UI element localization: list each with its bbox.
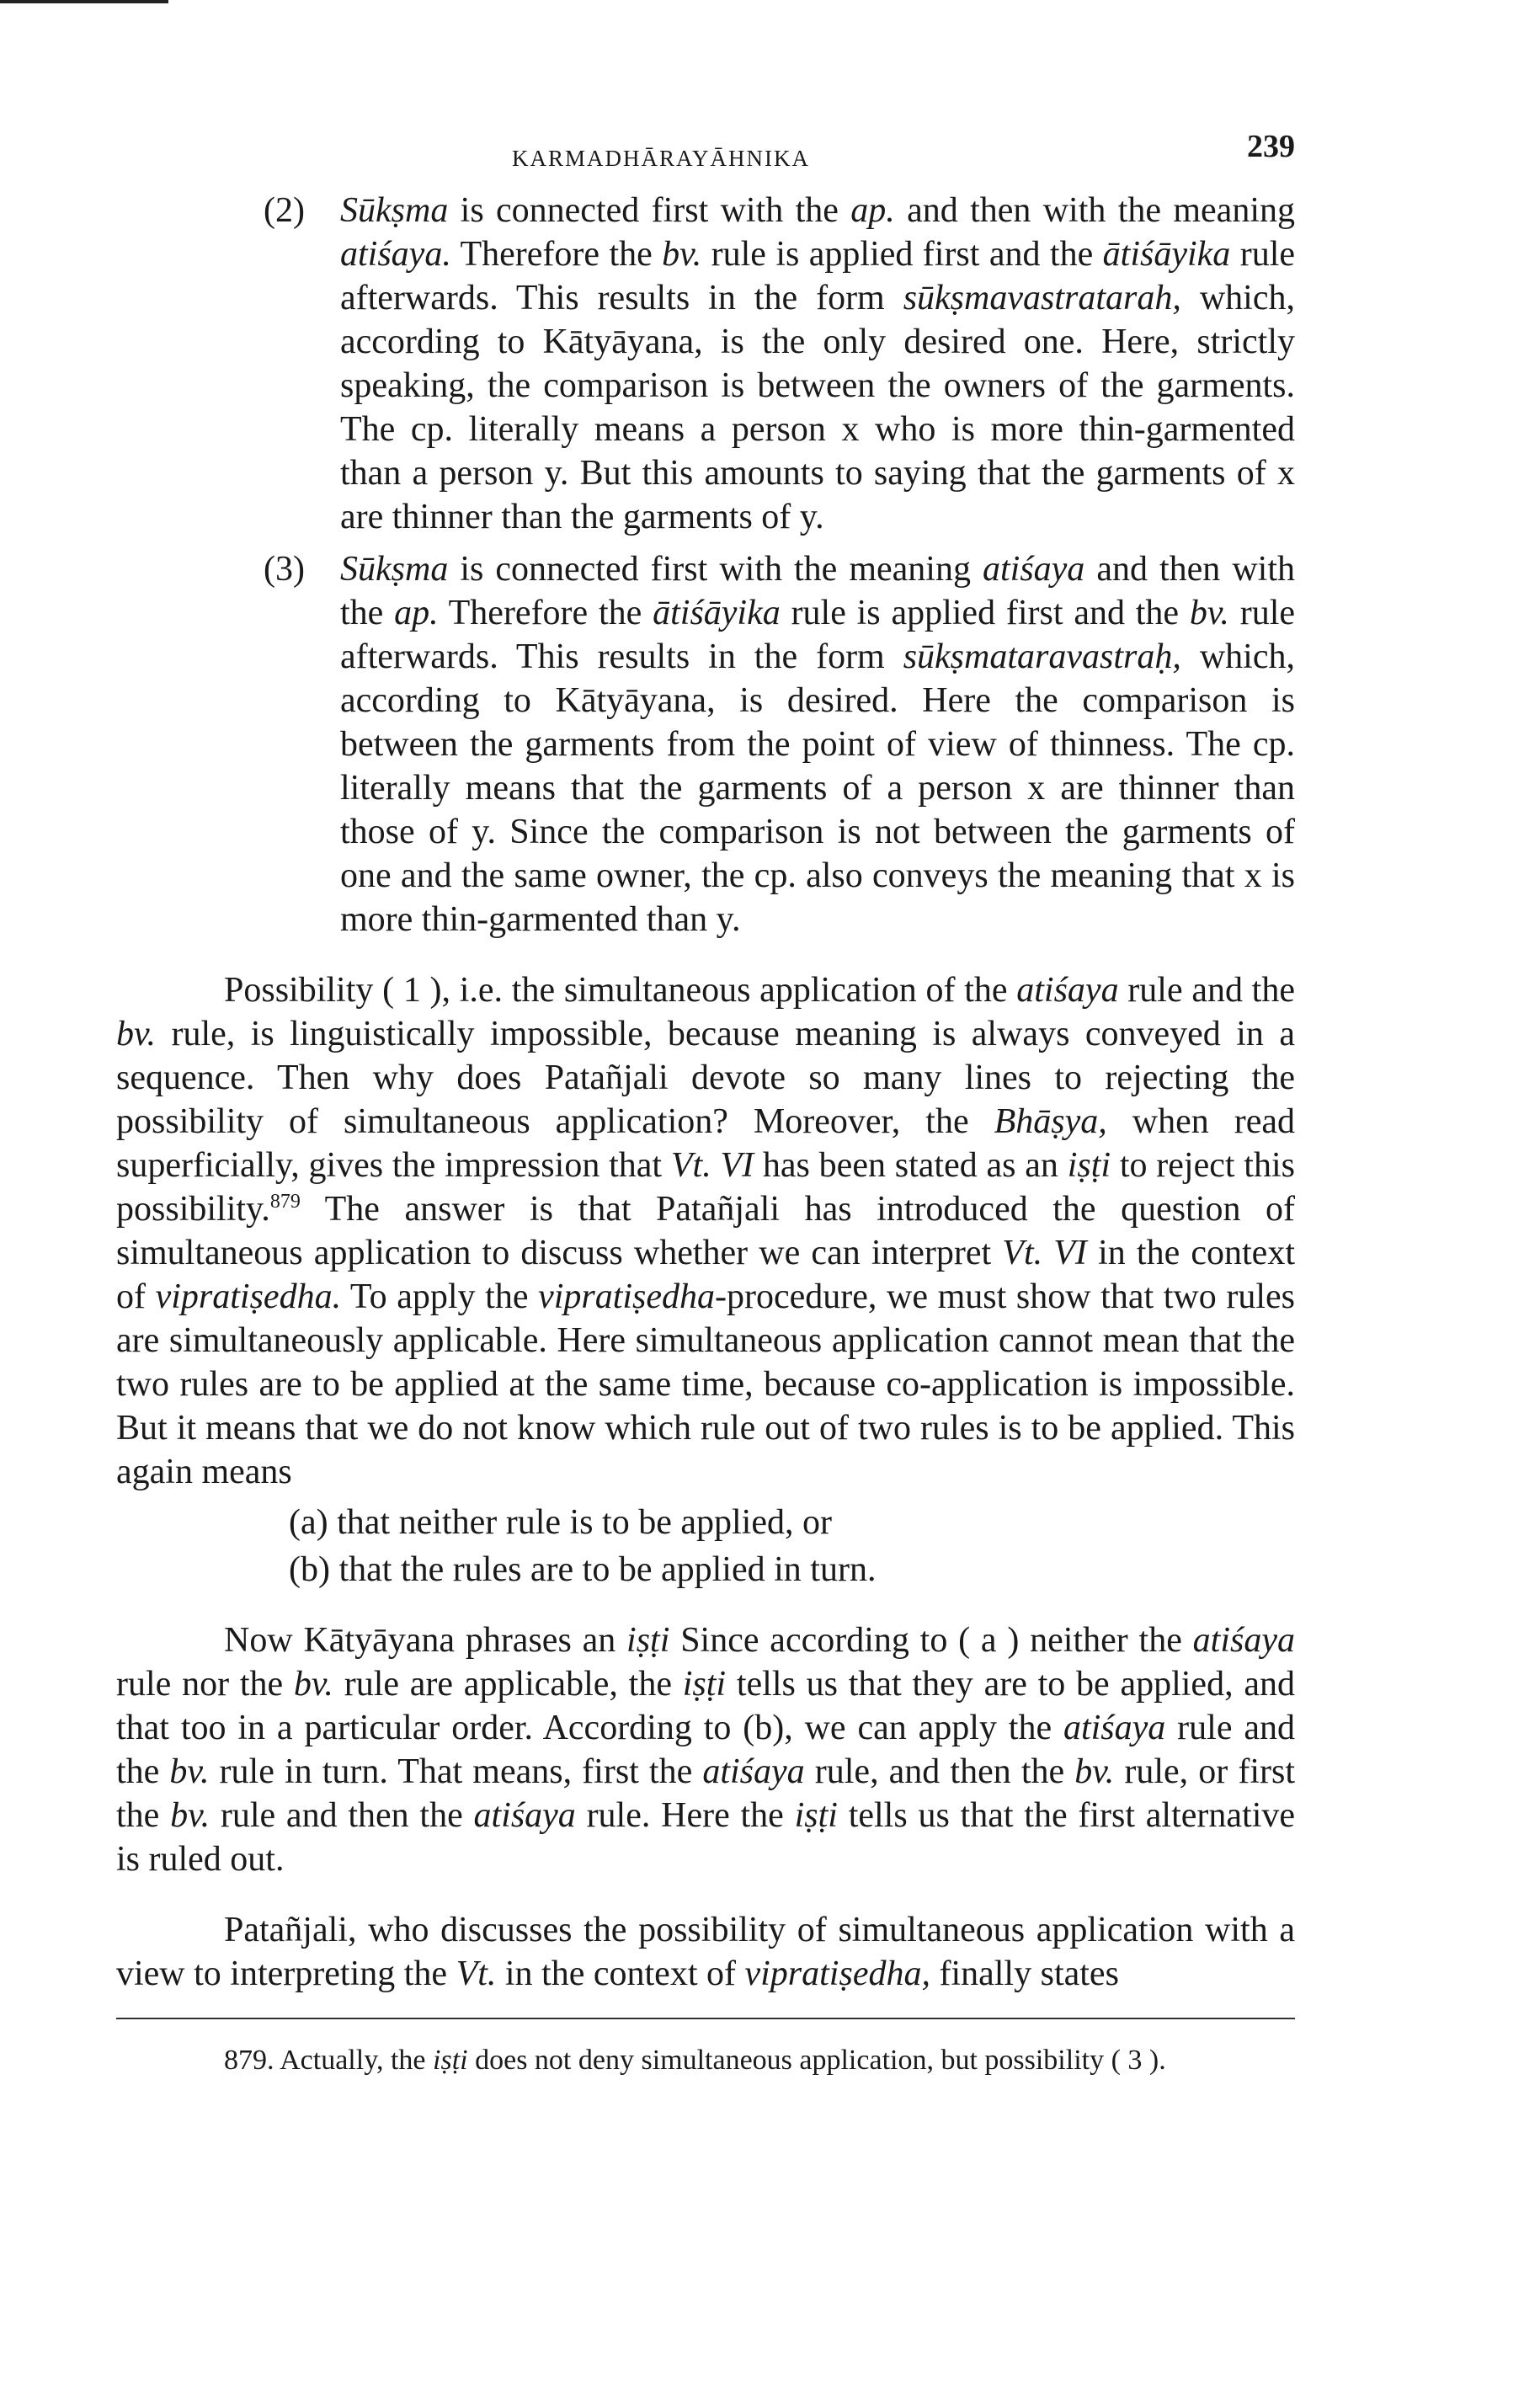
text-run: rule, or first the <box>116 1752 1296 1835</box>
item-text <box>340 189 1295 539</box>
text-run: does not deny simultaneous application, but possibility ( 3 ). <box>467 2045 1166 2076</box>
text-run: is connected first with the <box>448 191 851 230</box>
italic-term: iṣṭi <box>682 1665 727 1704</box>
text-run: when read superficially, gives the impression that <box>116 1102 1295 1185</box>
text-run: to reject this possibility. <box>116 1146 1295 1229</box>
text-run: rule, is linguistically impossible, because meaning is always conveyed in a sequence. Then why does Patañjali devote so many lines to rejecting the possibility of simultaneous application? Moreover, the <box>116 1015 1295 1141</box>
italic-term: Vt. <box>456 1954 497 1993</box>
text-run: rule afterwards. This results in the form <box>340 235 1296 317</box>
italic-term: bv. <box>293 1665 333 1704</box>
italic-term: sūkṣmavastratarah, <box>903 279 1181 317</box>
text-run: Patañjali, who discusses the possibility of simultaneous application with a view to interpreting the <box>116 1911 1295 1993</box>
text-run: finally states <box>930 1954 1119 1993</box>
italic-term: Sūkṣma <box>340 191 449 230</box>
text-run: rule and then the <box>210 1796 474 1835</box>
list-item-label: (b) <box>289 1550 330 1589</box>
italic-term: atiśaya <box>1063 1709 1166 1747</box>
italic-term: atiśaya <box>1192 1621 1295 1660</box>
scan-edge-mark <box>0 0 168 3</box>
italic-term: ātiśāyika <box>653 594 781 632</box>
text-run: rule, and then the <box>804 1752 1075 1791</box>
text-run: The answer is that Patañjali has introduced the question of simultaneous application to discuss whether we can interpret <box>116 1190 1295 1272</box>
text-run: in the context of <box>496 1954 745 1993</box>
text-run: rule and the <box>116 1709 1295 1791</box>
page-header <box>116 118 1295 177</box>
text-run: and then with the <box>340 550 1295 632</box>
numbered-item-3 <box>116 547 1295 941</box>
text-run: rule is applied first and the <box>701 235 1103 274</box>
italic-term: iṣṭi <box>433 2045 468 2076</box>
list-item-label: (a) <box>289 1503 328 1542</box>
italic-term: bv. <box>1074 1752 1115 1791</box>
alternatives-list <box>289 1501 1295 1592</box>
italic-term: vipratiṣedha, <box>744 1954 930 1993</box>
text-run: which, according to Kātyāyana, is desired. Here the comparison is between the garments from the point of view of thinness. The cp. literally means that the garments of a person x are thinner than those of y. Since the comparison is not between the garments of one and the same owner, the cp. also conveys the meaning that x is more thin-garmented than y. <box>340 637 1295 939</box>
italic-term: vipratiṣedha <box>538 1277 716 1316</box>
italic-term: bv. <box>170 1796 210 1835</box>
text-run: Therefore the <box>438 594 653 632</box>
italic-term: atiśaya <box>1016 971 1119 1010</box>
footnote-ref: 879 <box>269 1191 301 1213</box>
text-run: rule nor the <box>116 1665 294 1704</box>
italic-term: atiśaya <box>702 1752 805 1791</box>
text-run: which, according to Kātyāyana, is the only desired one. Here, strictly speaking, the comparison is between the owners of the garments. The cp. literally means a person x who is more thin-garmented than a person y. But this amounts to saying that the garments of x are thinner than the garments of y. <box>340 279 1295 536</box>
text-run: rule afterwards. This results in the form <box>340 594 1296 676</box>
italic-term: iṣṭi <box>626 1621 670 1660</box>
footnote-divider <box>116 2018 1295 2019</box>
italic-term: ātiśāyika <box>1102 235 1231 274</box>
text-run: 879. Actually, the <box>224 2045 434 2076</box>
italic-term: sūkṣmataravastraḥ, <box>903 637 1181 676</box>
italic-term: atiśaya <box>473 1796 576 1835</box>
item-text <box>340 547 1295 941</box>
italic-term: bv. <box>662 235 702 274</box>
text-run: -procedure, we must show that two rules are simultaneously applicable. Here simultaneous application cannot mean that the two rules are to be applied at the same time, because co-application is impossible. But it means that we do not know which rule out of two rules is to be applied. This again means <box>116 1277 1295 1491</box>
italic-term: bv. <box>169 1752 210 1791</box>
italic-term: vipratiṣedha. <box>155 1277 342 1316</box>
list-item-text: that the rules are to be applied in turn. <box>338 1550 877 1589</box>
numbered-item-2 <box>116 189 1295 539</box>
text-run: To apply the <box>341 1277 539 1316</box>
paragraph-isti <box>116 1618 1295 1881</box>
italic-term: bv. <box>116 1015 157 1053</box>
italic-term: Sūkṣma <box>340 550 449 589</box>
italic-term: ap. <box>850 191 895 230</box>
text-run: in the context of <box>116 1234 1295 1316</box>
item-label: (3) <box>264 550 305 589</box>
text-run: Now Kātyāyana phrases an <box>224 1621 627 1660</box>
text-run: rule and the <box>1118 971 1295 1010</box>
text-run: is connected first with the meaning <box>448 550 983 589</box>
footnote-879 <box>116 2040 1295 2082</box>
text-run: rule are applicable, the <box>333 1665 683 1704</box>
italic-term: atiśaya. <box>340 235 451 274</box>
text-run: tells us that the first alternative is ruled out. <box>116 1796 1296 1879</box>
list-item-text: that neither rule is to be applied, or <box>337 1503 832 1542</box>
page-number: 239 <box>1247 129 1295 164</box>
italic-term: iṣṭi <box>794 1796 838 1835</box>
text-run: and then with the meaning <box>894 191 1295 230</box>
text-run: Since according to ( a ) neither the <box>669 1621 1193 1660</box>
italic-term: Vt. VI <box>670 1146 754 1185</box>
text-run: rule in turn. That means, first the <box>209 1752 703 1791</box>
italic-term: ap. <box>394 594 439 632</box>
running-title: KARMADHĀRAYĀHNIKA <box>512 146 811 171</box>
text-run: rule is applied first and the <box>780 594 1190 632</box>
text-run: rule. Here the <box>575 1796 795 1835</box>
text-run: Therefore the <box>450 235 663 274</box>
italic-term: iṣṭi <box>1067 1146 1111 1185</box>
italic-term: Vt. VI <box>1002 1234 1087 1272</box>
italic-term: bv. <box>1189 594 1229 632</box>
list-item <box>289 1501 1295 1544</box>
paragraph-possibility <box>116 968 1295 1494</box>
paragraph-patanjali <box>116 1908 1295 1996</box>
list-item <box>289 1548 1295 1592</box>
text-run: Possibility ( 1 ), i.e. the simultaneous application of the <box>224 971 1017 1010</box>
italic-term: Bhāṣya, <box>994 1102 1107 1141</box>
item-label: (2) <box>264 191 305 230</box>
italic-term: atiśaya <box>982 550 1085 589</box>
page-body <box>116 118 1295 2110</box>
text-run: tells us that they are to be applied, and that too in a particular order. According to (b), we can apply the <box>116 1665 1295 1747</box>
text-run: has been stated as an <box>754 1146 1068 1185</box>
